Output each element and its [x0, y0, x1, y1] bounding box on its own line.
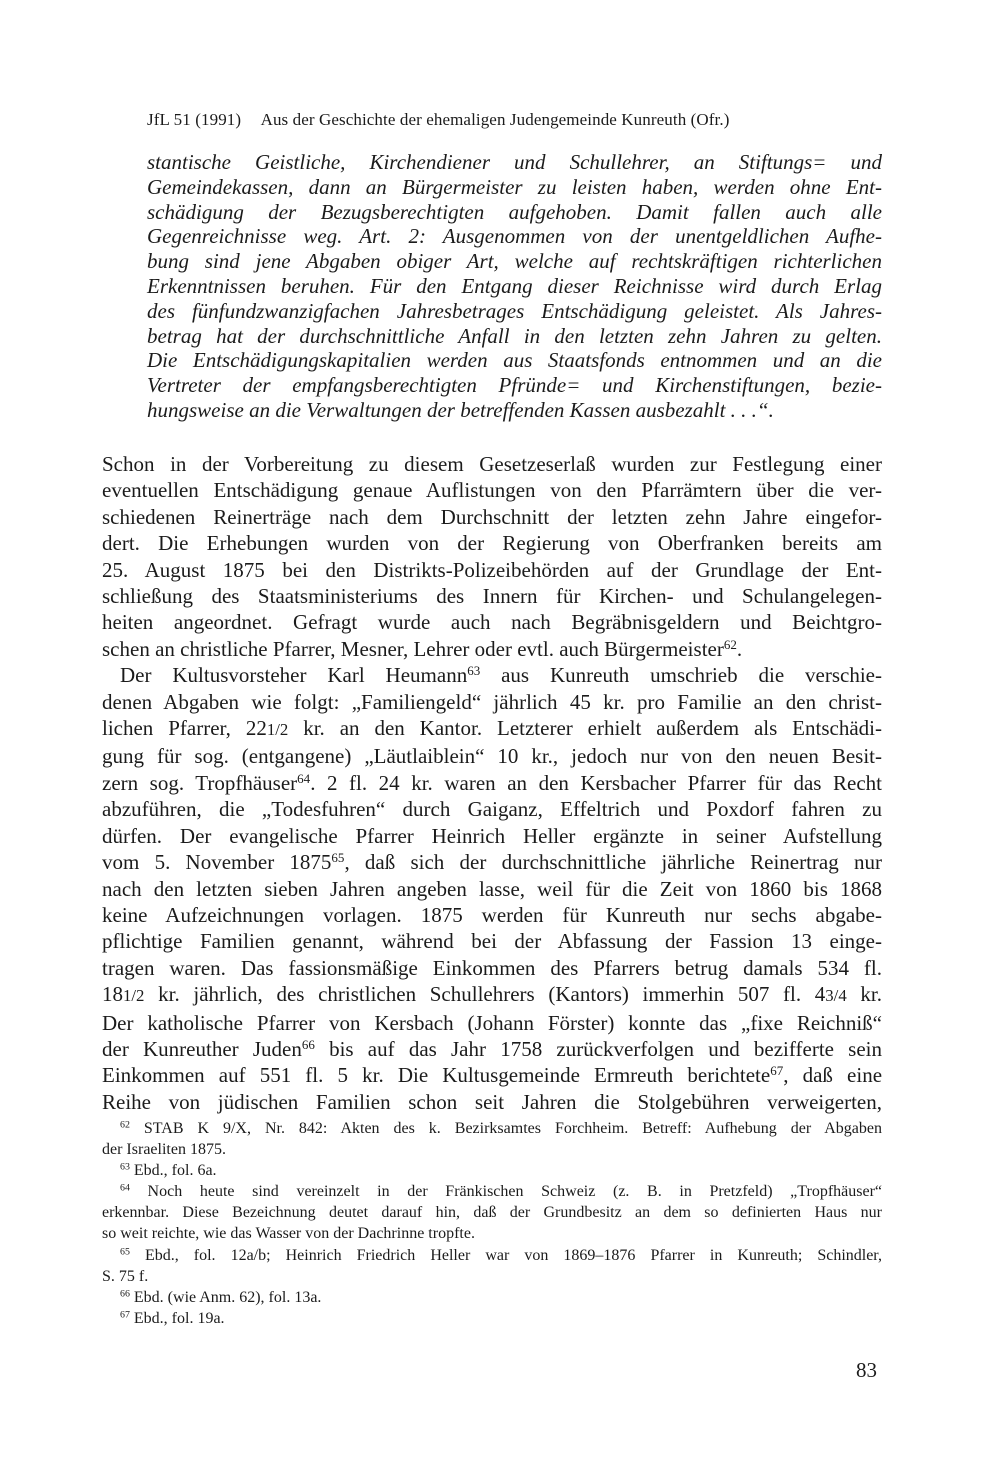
text-line: dert. Die Erhebungen wurden von der Regierung von Oberfranken bereits am	[102, 531, 882, 556]
footnote-ref-66: 66	[301, 1036, 315, 1052]
text-line	[102, 662, 882, 688]
quote-line: stantische Geistliche, Kirchendiener und Schullehrer, an Stiftungs= und	[147, 150, 882, 174]
text-segment: der Kunreuther Juden	[102, 1036, 302, 1061]
text-segment: aus Kunreuth umschrieb die verschie-	[480, 663, 882, 688]
text-line: denen Abgaben wie folgt: „Familiengeld“ jährlich 45 kr. pro Familie an den christ-	[102, 689, 882, 714]
quote-line: hungsweise an die Verwaltungen der betreffenden Kassen ausbezahlt . . .“.	[147, 397, 774, 422]
text-segment: kr. jährlich, des christlichen Schullehrers (Kantors) immerhin 507 fl. 4	[144, 982, 826, 1007]
text-segment: , daß sich der durchschnittliche jährliche Reinertrag nur	[344, 850, 882, 875]
page-number: 83	[856, 1358, 877, 1382]
text-line: Der katholische Pfarrer von Kersbach (Johann Förster) konnte das „fixe Reichniß“	[102, 1010, 882, 1035]
footnote-line: der Israeliten 1875.	[102, 1141, 226, 1159]
text-segment: Einkommen auf 551 fl. 5 kr. Die Kultusgemeinde Ermreuth berichtete	[102, 1063, 771, 1088]
footnote-text: STAB K 9/X, Nr. 842: Akten des k. Bezirksamtes Forchheim. Betreff: Aufhebung der Abgaben	[129, 1120, 882, 1137]
text-line: 25. August 1875 bei den Distrikts-Polizeibehörden auf der Grundlage der Ent-	[102, 557, 882, 582]
text-line: eventuellen Entschädigung genaue Auflistungen von den Pfarrämtern über die ver-	[102, 478, 882, 503]
footnote-number: 66	[120, 1288, 130, 1300]
text-line: Reihe von jüdischen Familien schon seit Jahren die Stolgebühren verweigerten,	[102, 1089, 882, 1114]
footnote-text: Ebd., fol. 12a/b; Heinrich Friedrich Heller war von 1869–1876 Pfarrer in Kunreuth; Schindler,	[129, 1246, 882, 1264]
paragraph-2	[102, 662, 882, 1115]
footnote-63	[102, 1160, 882, 1181]
text-line: schiedenen Reinerträge nach dem Durchschnitt der letzten zehn Jahre eingefor-	[102, 504, 882, 529]
footnote-ref-67: 67	[770, 1063, 784, 1079]
running-header	[147, 110, 730, 130]
footnote-text: Ebd., fol. 19a.	[129, 1309, 225, 1327]
fraction: 1/2	[266, 720, 289, 740]
footnote-ref-65: 65	[331, 849, 345, 865]
text-line	[102, 981, 882, 1009]
footnote-line: erkennbar. Diese Bezeichnung deutet darauf hin, daß der Grundbesitz an dem so definierten Haus nur	[102, 1204, 882, 1222]
footnote-line	[102, 1287, 882, 1308]
quote-line: Erkenntnissen beruhen. Für den Entgang dieser Reichnisse wird durch Erlag	[147, 273, 882, 298]
text-line: keine Aufzeichnungen vorlagen. 1875 werden für Kunreuth nur sechs abgabe-	[102, 902, 882, 927]
text-line: schließung des Staatsministeriums des Innern für Kirchen- und Schulangelegen-	[102, 584, 882, 609]
footnote-line	[102, 1308, 882, 1329]
footnote-line	[102, 1118, 882, 1139]
footnote-ref-64: 64	[297, 770, 311, 786]
quote-line: bung sind jene Abgaben obiger Art, welche auf rechtskräftigen richterlichen	[147, 249, 882, 274]
text-segment: 18	[102, 982, 123, 1007]
footnote-text: Ebd. (wie Anm. 62), fol. 13a.	[129, 1288, 322, 1306]
text-line	[102, 770, 882, 796]
footnote-line	[102, 1245, 882, 1266]
text-line: Schon in der Vorbereitung zu diesem Gesetzeserlaß wurden zur Festlegung einer	[102, 452, 882, 476]
text-segment: . 2 fl. 24 kr. waren an den Kersbacher Pfarrer für das Recht	[310, 770, 883, 795]
text-segment: bis auf das Jahr 1758 zurückverfolgen und bezifferte sein	[314, 1036, 883, 1061]
quote-line: des fünfundzwanzigfachen Jahresbetrages Entschädigung geleistet. Als Jahres-	[147, 298, 882, 323]
article-title: Aus der Geschichte der ehemaligen Judengemeinde Kunreuth (Ofr.)	[260, 110, 730, 129]
text-line: nach den letzten sieben Jahren angeben lasse, weil für die Zeit von 1860 bis 1868	[102, 876, 882, 901]
footnote-67	[102, 1308, 882, 1329]
footnote-64	[102, 1181, 882, 1244]
journal-reference: JfL 51 (1991)	[147, 110, 242, 129]
footnote-number: 67	[120, 1309, 130, 1321]
quote-line: betrag hat der durchschnittliche Anfall in den letzten zehn Jahren zu gelten.	[147, 323, 882, 348]
quote-line: Die Entschädigungskapitalien werden aus Staatsfonds entnommen und an die	[147, 348, 882, 373]
text-segment: Der Kultusvorsteher Karl Heumann	[120, 663, 468, 688]
text-segment: zern sog. Tropfhäuser	[102, 770, 298, 795]
text-line	[102, 849, 882, 875]
text-line	[102, 1036, 882, 1062]
text-line: gung für sog. (entgangene) „Läutlaiblein“ 10 kr., jedoch nur von den neuen Besit-	[102, 744, 882, 769]
text-line: pflichtige Familien genannt, während bei der Abfassung der Fassion 13 einge-	[102, 929, 882, 954]
footnote-line: so weit reichte, wie das Wasser von der Dachrinne tropfte.	[102, 1225, 475, 1243]
footnote-65	[102, 1245, 882, 1287]
quote-line: Vertreter der empfangsberechtigten Pfründe= und Kirchenstiftungen, bezie-	[147, 373, 882, 398]
footnote-66	[102, 1287, 882, 1308]
footnote-text: Noch heute sind vereinzelt in der Fränkischen Schweiz (z. B. in Pretzfeld) „Tropfhäuser“	[129, 1183, 882, 1201]
text-segment: .	[736, 636, 743, 661]
footnote-number: 63	[120, 1161, 130, 1173]
footnote-line: S. 75 f.	[102, 1267, 149, 1285]
block-quote	[147, 150, 882, 423]
paragraph-1	[102, 451, 882, 662]
text-line: tragen waren. Das fassionsmäßige Einkommen des Pfarrers betrug damals 534 fl.	[102, 955, 882, 980]
text-segment: kr. an den Kantor. Letzterer erhielt außerdem als Entschädi-	[288, 716, 882, 741]
text-segment: lichen Pfarrer, 22	[102, 716, 267, 741]
footnote-number: 64	[120, 1182, 130, 1194]
footnote-number: 65	[120, 1246, 130, 1258]
quote-line: Gegenreichnisse weg. Art. 2: Ausgenommen von der unentgeldlichen Aufhe-	[147, 224, 882, 249]
footnote-line	[102, 1181, 882, 1202]
text-line	[102, 1062, 882, 1088]
text-segment: vom 5. November 1875	[102, 850, 332, 875]
text-segment: kr.	[846, 982, 882, 1007]
footnote-number: 62	[120, 1119, 130, 1131]
text-line	[102, 715, 882, 743]
footnote-ref-63: 63	[467, 663, 481, 679]
footnote-line	[102, 1160, 882, 1181]
footnote-62	[102, 1118, 882, 1160]
text-line: dürfen. Der evangelische Pfarrer Heinrich Heller ergänzte in seiner Aufstellung	[102, 823, 882, 848]
body-text	[102, 451, 882, 1115]
fraction: 1/2	[123, 986, 145, 1006]
fraction: 3/4	[825, 986, 847, 1006]
quote-line: schädigung der Bezugsberechtigten aufgehoben. Damit fallen auch alle	[147, 199, 882, 224]
text-segment: schen an christliche Pfarrer, Mesner, Lehrer oder evtl. auch Bürgermeister	[102, 636, 724, 661]
quote-line: Gemeindekassen, dann an Bürgermeister zu leisten haben, werden ohne Ent-	[147, 174, 882, 199]
footnote-ref-62: 62	[723, 636, 737, 652]
text-line	[102, 636, 882, 662]
text-line: heiten angeordnet. Gefragt wurde auch nach Begräbnisgeldern und Beichtgro-	[102, 610, 882, 635]
footnote-text: Ebd., fol. 6a.	[129, 1162, 217, 1180]
footnotes	[102, 1118, 882, 1329]
text-segment: , daß eine	[783, 1063, 883, 1088]
text-line: abzuführen, die „Todesfuhren“ durch Gaiganz, Effeltrich und Poxdorf fahren zu	[102, 797, 882, 822]
